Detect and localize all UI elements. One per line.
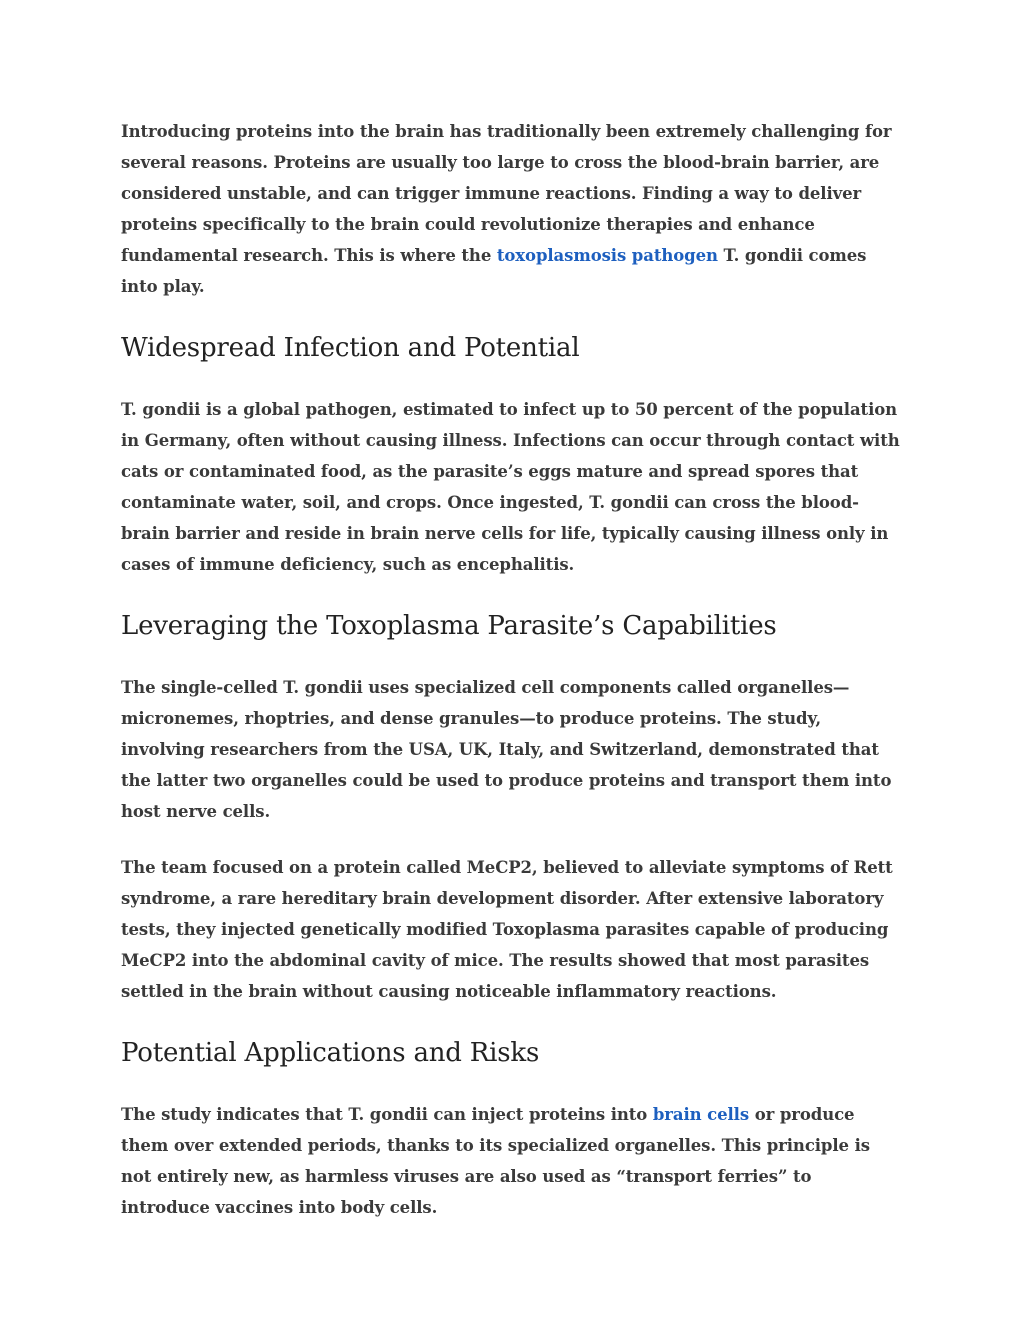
section3-paragraph [121,1099,903,1223]
section3-text-start: The study indicates that T. gondii can inject proteins into [121,1105,653,1124]
section2-paragraph-1: The single-celled T. gondii uses specialized cell components called organelles—micronemes, rhoptries, and dense granules—to produce proteins. The study, involving researchers from the USA, UK, Italy, and Switzerland, demonstrated that the latter two organelles could be used to produce proteins and transport them into host nerve cells. [121,678,892,821]
section1-paragraph: T. gondii is a global pathogen, estimated to infect up to 50 percent of the population in Germany, often without causing illness. Infections can occur through contact with cats or contaminated food, as the parasite’s eggs mature and spread spores that contaminate water, soil, and crops. Once ingested, T. gondii can cross the blood-brain barrier and reside in brain nerve cells for life, typically causing illness only in cases of immune deficiency, such as encephalitis. [121,400,900,574]
toxoplasmosis-pathogen-link[interactable]: toxoplasmosis pathogen [496,246,718,265]
intro-text-end: T. gondii comes into play. [121,246,867,296]
section-heading-applications-risks: Potential Applications and Risks [121,1038,540,1068]
intro-paragraph [121,116,903,302]
section3-text-end: or produce them over extended periods, thanks to its specialized organelles. This principle is not entirely new, as harmless viruses are also used as “transport ferries” to introduce vaccines into body cells. [121,1105,870,1217]
brain-cells-link[interactable]: brain cells [652,1105,750,1124]
intro-text-start: Introducing proteins into the brain has traditionally been extremely challenging for several reasons. Proteins are usually too large to cross the blood-brain barrier, are considered unstable, and can trigger immune reactions. Finding a way to deliver proteins specifically to the brain could revolutionize therapies and enhance fundamental research. This is where the [121,122,892,265]
section-heading-widespread-infection: Widespread Infection and Potential [121,333,580,363]
article-body [121,116,903,1223]
section2-paragraph-2: The team focused on a protein called MeCP2, believed to alleviate symptoms of Rett syndrome, a rare hereditary brain development disorder. After extensive laboratory tests, they injected genetically modified Toxoplasma parasites capable of producing MeCP2 into the abdominal cavity of mice. The results showed that most parasites settled in the brain without causing noticeable inflammatory reactions. [121,858,893,1001]
section-heading-leveraging-toxoplasma: Leveraging the Toxoplasma Parasite’s Capabilities [121,611,777,641]
